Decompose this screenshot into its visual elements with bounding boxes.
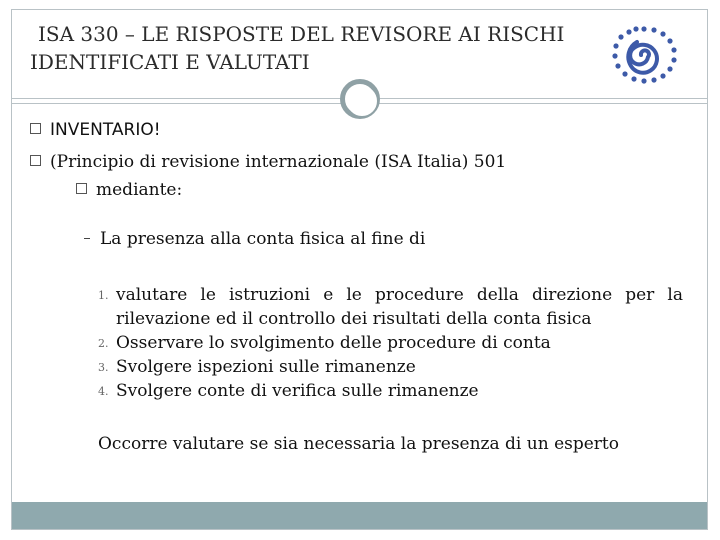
bullet-mediante bbox=[76, 180, 182, 200]
list-item-text: Osservare lo svolgimento delle procedure di conta bbox=[116, 333, 551, 353]
title-line-2: IDENTIFICATI E VALUTATI bbox=[30, 50, 310, 74]
sub-bullet-presenza bbox=[84, 229, 425, 249]
list-number: 3. bbox=[98, 361, 109, 374]
numbered-list bbox=[98, 283, 683, 403]
checkbox-bullet-icon bbox=[30, 123, 41, 134]
dash-bullet-icon bbox=[84, 238, 90, 239]
list-item bbox=[98, 331, 683, 355]
bullet-text: mediante: bbox=[96, 180, 183, 200]
list-number: 1. bbox=[98, 289, 109, 302]
list-item-text: Svolgere conte di verifica sulle rimanenze bbox=[116, 381, 479, 401]
list-item bbox=[98, 283, 683, 331]
list-number: 4. bbox=[98, 385, 109, 398]
closing-note: Occorre valutare se sia necessaria la presenza di un esperto bbox=[98, 434, 619, 454]
list-item bbox=[98, 355, 683, 379]
sub-bullet-text: La presenza alla conta fisica al fine di bbox=[100, 229, 426, 249]
list-number: 2. bbox=[98, 337, 109, 350]
list-item-text: valutare le istruzioni e le procedure della direzione per la rilevazione ed il controllo dei risultati della conta fisica bbox=[116, 285, 683, 329]
bullet-text: INVENTARIO! bbox=[50, 120, 161, 140]
footer-bar bbox=[12, 502, 707, 529]
title-line-1: ISA 330 – LE RISPOSTE DEL REVISORE AI RISCHI bbox=[38, 22, 565, 46]
list-item bbox=[98, 379, 683, 403]
checkbox-bullet-icon bbox=[30, 155, 41, 166]
bullet-inventario bbox=[30, 120, 161, 140]
bullet-text: (Principio di revisione internazionale (ISA Italia) 501 bbox=[50, 152, 507, 172]
bullet-principio bbox=[30, 152, 506, 172]
checkbox-bullet-icon bbox=[76, 183, 87, 194]
list-item-text: Svolgere ispezioni sulle rimanenze bbox=[116, 357, 416, 377]
